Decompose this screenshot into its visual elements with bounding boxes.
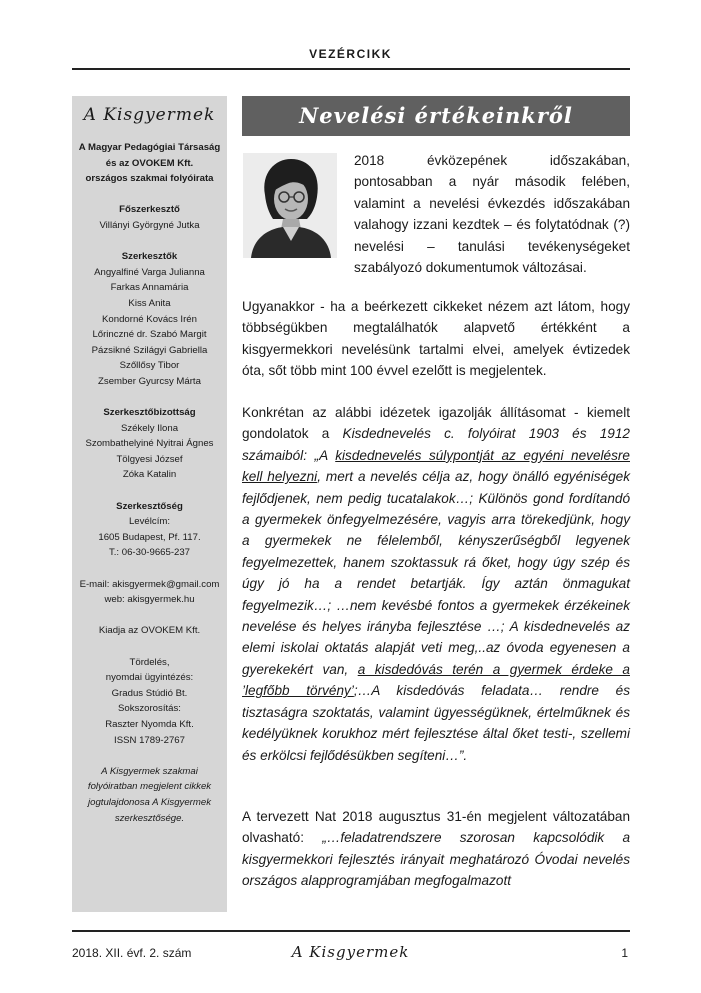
- board-member: Szombathelyiné Nyitrai Ágnes: [85, 438, 214, 450]
- editor-name: Kiss Anita: [128, 297, 171, 309]
- editor-name: Angyalfiné Varga Julianna: [94, 266, 205, 278]
- publisher-line: és az OVOKEM Kft.: [105, 157, 194, 169]
- copyright-line: jogtulajdonosa A Kisgyermek: [87, 796, 211, 808]
- editors-heading: Szerkesztők: [121, 251, 178, 263]
- paragraph-nat: [242, 806, 630, 892]
- section-label: VEZÉRCIKK: [309, 47, 392, 61]
- office-line: 1605 Budapest, Pf. 117.: [98, 531, 201, 543]
- production-line: ISSN 1789-2767: [114, 734, 185, 746]
- quote-highlight: kisdednevelés súlypontját az egyéni nevelésre kell helyezni: [242, 447, 630, 485]
- office-heading: Szerkesztőség: [116, 500, 183, 512]
- quote-start: : „A: [303, 447, 336, 463]
- editor-name: Farkas Annamária: [110, 282, 189, 294]
- editor-name: Zsember Gyurcsy Márta: [98, 375, 201, 387]
- paragraph-values: Ugyanakkor - ha a beérkezett cikkeket nézem azt látom, hogy többségükben megtalálhatók alapvető értékként a kisgyermekkori nevelésünk tartalmi elvei, amelyek évtizedek óta, sőt több mint 100 évvel ezelőtt is megjelentek.: [242, 299, 630, 379]
- source-reference: Kisdednevelés c. folyóirat 1903 és 1912 számaiból: [242, 426, 630, 463]
- editor-name: Pázsikné Szilágyi Gabriella: [91, 344, 208, 356]
- footer-brand: A Kisgyermek: [291, 943, 410, 961]
- bottom-divider: [72, 930, 630, 932]
- paragraph-quotes-lead: Konkrétan az alábbi idézetek igazolják állításomat - kiemelt gondolatok a: [242, 405, 630, 442]
- paragraph-nat-lead: A tervezett Nat 2018 augusztus 31-én megjelent változatában olvasható:: [242, 809, 630, 846]
- editor-name: Szőllősy Tibor: [119, 360, 180, 372]
- article-title: Nevelési értékeinkről: [242, 96, 630, 136]
- quote-text: ;…A kisdedóvás feladata… rendre és tisztaságra szoktatás, valamint ügyességüknek, értelműknek és kedélyüknek korukhoz mért fejlesztése által őket testi-, szellemi és erkölcsi fejlődésükben segíteni…”.: [242, 683, 630, 763]
- top-divider: [72, 68, 630, 70]
- email-address: E-mail: akisgyermek@gmail.com: [79, 578, 220, 590]
- nat-quote: „…feladatrendszere szorosan kapcsolódik a kisgyermekkori fejlesztés irányait meghatározó Óvodai nevelés országos alapprogramjában megfogalmazott: [242, 830, 630, 889]
- board-member: Székely Ilona: [120, 422, 179, 434]
- copyright-line: szerkesztősége.: [114, 812, 185, 824]
- office-line: Levélcím:: [128, 516, 171, 528]
- website: web: akisgyermek.hu: [104, 594, 195, 606]
- chief-editor-heading: Főszerkesztő: [119, 204, 180, 216]
- chief-editor-name: Villányi Györgyné Jutka: [99, 219, 200, 231]
- issue-info: 2018. XII. évf. 2. szám: [72, 946, 192, 960]
- copyright-line: folyóiratban megjelent cikkek: [87, 781, 212, 793]
- paragraph-quotes: [242, 402, 630, 766]
- board-member: Tölgyesi József: [116, 453, 183, 465]
- production-line: Tördelés,: [129, 656, 170, 668]
- quote-highlight: a kisdedóvás terén a gyermek érdeke a ’legfőbb törvény’: [242, 661, 630, 699]
- masthead-brand: A Kisgyermek: [83, 105, 216, 125]
- editor-name: Kondorné Kovács Irén: [102, 313, 197, 325]
- publisher-line: A Magyar Pedagógiai Társaság: [78, 142, 221, 153]
- publisher-line: országos szakmai folyóirata: [85, 173, 214, 185]
- publisher-note: Kiadja az OVOKEM Kft.: [98, 625, 201, 637]
- production-line: Gradus Stúdió Bt.: [111, 687, 188, 699]
- intro-paragraph: 2018 évközepének időszakában, pontosabban a nyár második felében, valamint a nevelési évkezdés időszakában valahogy izzani kezdtek – és folytatódnak (?) nevelési – tanulási tevékenységeket szabályozó dokumentumok változásai.: [354, 153, 630, 276]
- production-line: Raszter Nyomda Kft.: [105, 718, 194, 730]
- production-line: Sokszorosítás:: [118, 703, 181, 715]
- board-member: Zóka Katalin: [122, 469, 177, 481]
- board-heading: Szerkesztőbizottság: [103, 407, 196, 419]
- copyright-line: A Kisgyermek szakmai: [101, 765, 198, 777]
- office-line: T.: 06-30-9665-237: [108, 547, 191, 559]
- editor-name: Lőrinczné dr. Szabó Margit: [92, 329, 207, 341]
- page-number: 1: [621, 946, 628, 960]
- author-portrait-icon: [243, 153, 337, 258]
- masthead-sidebar: [72, 96, 227, 912]
- production-line: nyomdai ügyintézés:: [105, 672, 194, 684]
- quote-text: , mert a nevelés célja az, hogy önálló egyéniségek fejlődjenek, nem pedig tucatalakok…; Különös gond fordítandó a gyermekek önfegyelmezésére, vagyis arra törekedjünk, hogy a gyermekek ne félelemből, kényszerűségből legyenek fegyelmezettek, hanem szoktassuk rá őket, hogy úgy szép és úgy jó ha a rendet betartják. Így aztán önmagukat fegyelmezik…; …nem kevésbé fontos a gyermekek érzékeinek nevelése és helyes irányba fejlesztése …; A kisdednevelés az elemi iskolai oktatás alapját veti meg,..az óvoda egyenesen a gyerekekért van,: [242, 469, 630, 677]
